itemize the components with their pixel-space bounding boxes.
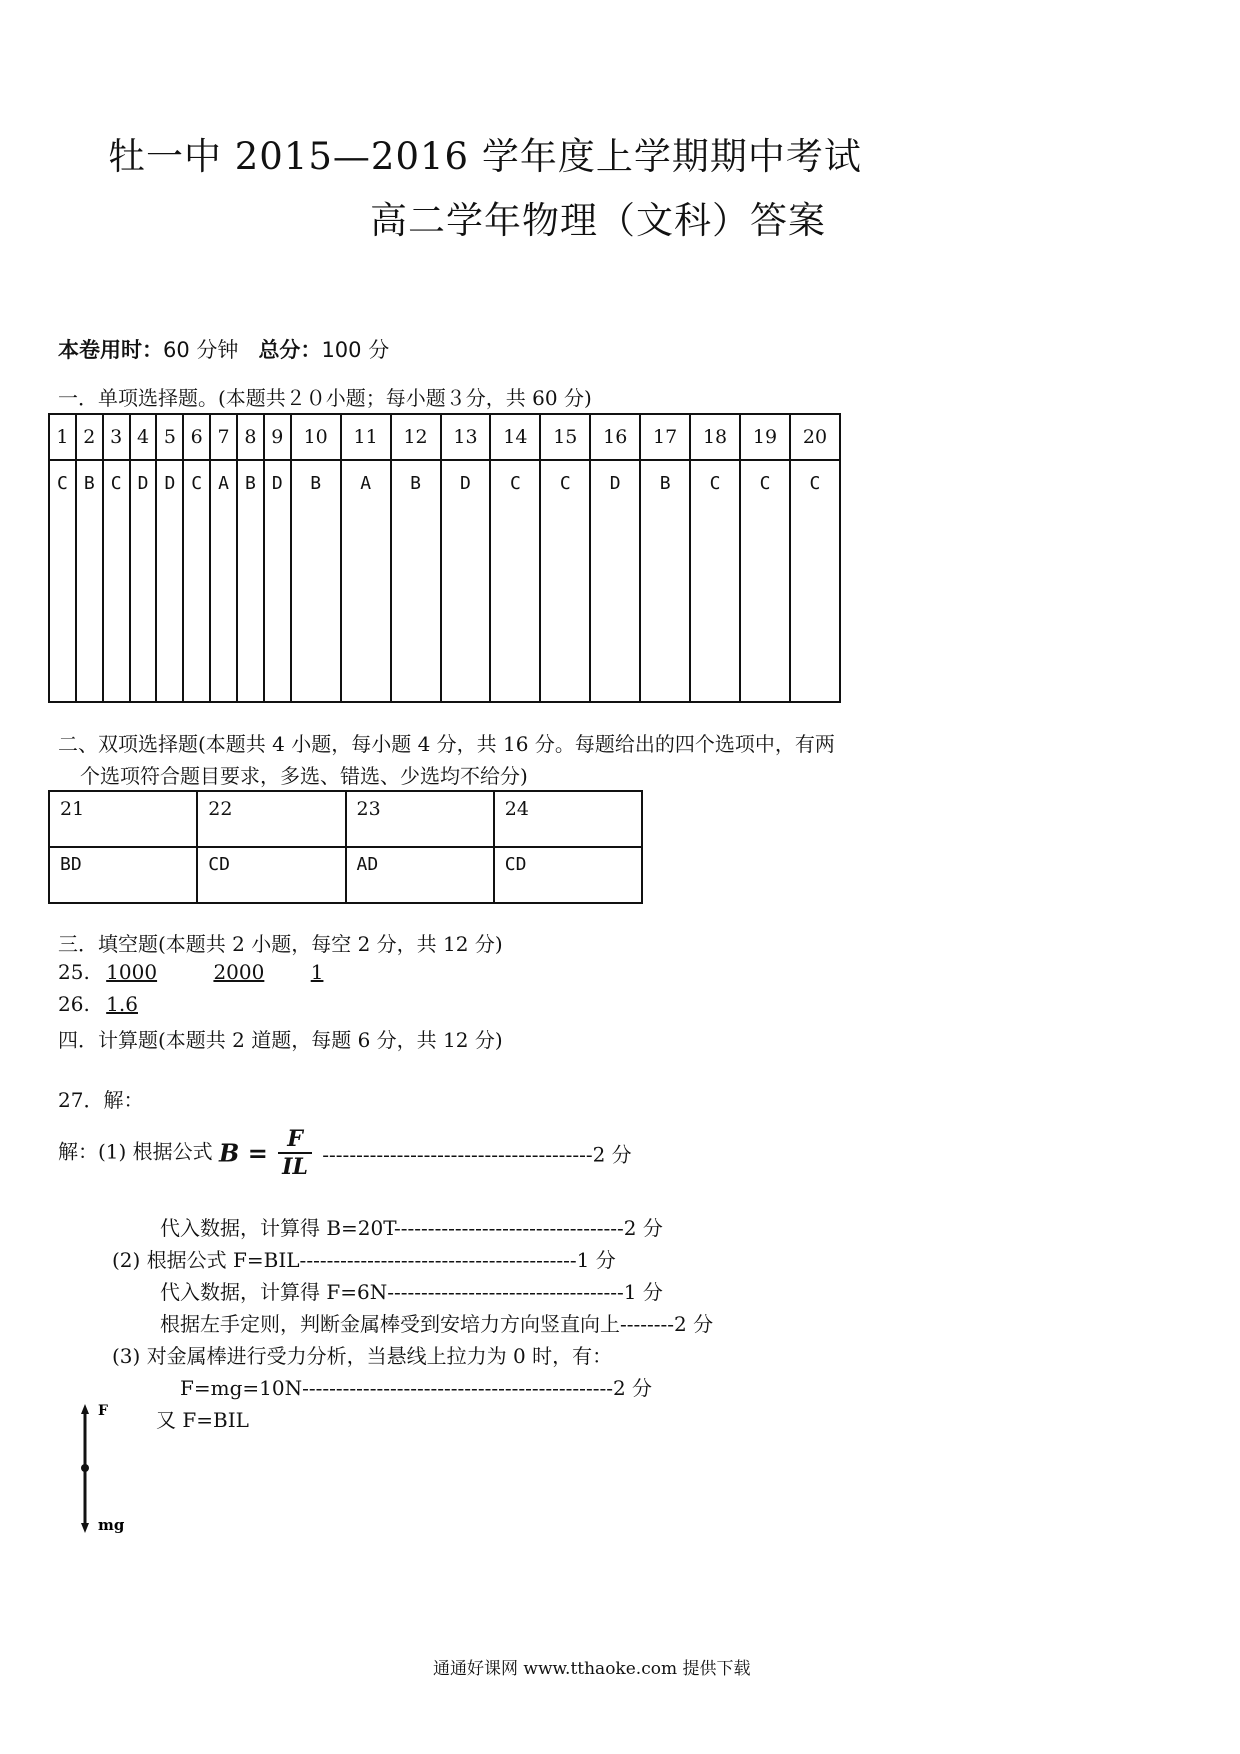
q25-answer-2: 2000 bbox=[213, 960, 265, 984]
table-cell: B bbox=[391, 460, 441, 702]
solution-step-7: F=mg=10N----------------------------------------------2 分 bbox=[180, 1376, 653, 1400]
table-cell: C bbox=[740, 460, 790, 702]
section1-heading: 一．单项选择题。(本题共２０小题；每小题３分，共 60 分) bbox=[58, 386, 592, 410]
table-cell: 18 bbox=[690, 414, 740, 460]
table-cell: 23 bbox=[346, 791, 494, 847]
table-cell: 3 bbox=[103, 414, 130, 460]
table-cell: D bbox=[441, 460, 491, 702]
force-f-label: F bbox=[98, 1403, 108, 1419]
solution-step-1 bbox=[58, 1126, 632, 1180]
table-cell: 4 bbox=[130, 414, 157, 460]
table-cell: C bbox=[490, 460, 540, 702]
table-cell: 22 bbox=[197, 791, 345, 847]
table-cell: 24 bbox=[494, 791, 642, 847]
q26-answer: 1.6 bbox=[106, 992, 138, 1016]
footer-text: 通通好课网 www.tthaoke.com 提供下载 bbox=[433, 1659, 751, 1679]
table-cell: B bbox=[640, 460, 690, 702]
solution-step-4: 代入数据，计算得 F=6N-----------------------------------1 分 bbox=[160, 1280, 663, 1304]
formula-numerator: F bbox=[278, 1126, 312, 1154]
table-cell: 7 bbox=[210, 414, 237, 460]
table-cell: 12 bbox=[391, 414, 441, 460]
table-cell: B bbox=[76, 460, 103, 702]
table-cell: 21 bbox=[49, 791, 197, 847]
section2-heading-line1: 二、双项选择题(本题共 4 小题，每小题 4 分，共 16 分。每题给出的四个选项中，有两 bbox=[58, 732, 835, 756]
section2-answer-table bbox=[48, 790, 643, 904]
table-cell: CD bbox=[494, 847, 642, 903]
solution-step-5: 根据左手定则，判断金属棒受到安培力方向竖直向上--------2 分 bbox=[160, 1312, 714, 1336]
up-arrow-icon bbox=[81, 1404, 89, 1414]
total-label: 总分： bbox=[258, 338, 322, 362]
table-cell: C bbox=[790, 460, 840, 702]
table-cell: 14 bbox=[490, 414, 540, 460]
q25-line bbox=[58, 960, 323, 984]
q25-answer-1: 1000 bbox=[106, 960, 158, 984]
time-value: 60 分钟 bbox=[163, 338, 239, 362]
table-header-row bbox=[49, 791, 642, 847]
table-header-row bbox=[49, 414, 840, 460]
formula-lhs: B = bbox=[219, 1138, 268, 1168]
time-label: 本卷用时： bbox=[58, 338, 163, 362]
title-line-1: 牡一中 2015—2016 学年度上学期期中考试 bbox=[108, 135, 862, 178]
table-cell: C bbox=[49, 460, 76, 702]
table-cell: 11 bbox=[341, 414, 391, 460]
solution-step-8: 又 F=BIL bbox=[156, 1408, 249, 1432]
section3-heading: 三．填空题(本题共 2 小题，每空 2 分，共 12 分) bbox=[58, 932, 503, 956]
table-cell: 10 bbox=[291, 414, 341, 460]
table-cell: 8 bbox=[237, 414, 264, 460]
table-cell: A bbox=[341, 460, 391, 702]
q25-answer-3: 1 bbox=[310, 960, 324, 984]
solution-intro: 解：(1) 根据公式 bbox=[58, 1139, 213, 1164]
table-cell: C bbox=[690, 460, 740, 702]
solution-step-3: (2) 根据公式 F=BIL-----------------------------------------1 分 bbox=[112, 1248, 616, 1272]
solution-step-6: (3) 对金属棒进行受力分析，当悬线上拉力为 0 时，有： bbox=[112, 1344, 613, 1368]
exam-meta bbox=[58, 334, 389, 364]
center-dot bbox=[81, 1464, 89, 1472]
section2-heading-line2: 个选项符合题目要求，多选、错选、少选均不给分) bbox=[80, 764, 528, 788]
table-cell: 9 bbox=[264, 414, 291, 460]
table-cell: 16 bbox=[590, 414, 640, 460]
table-cell: 13 bbox=[441, 414, 491, 460]
formula-fraction bbox=[278, 1126, 312, 1180]
q27-label: 27．解： bbox=[58, 1088, 144, 1112]
table-cell: D bbox=[130, 460, 157, 702]
total-value: 100 分 bbox=[321, 338, 390, 362]
table-cell: BD bbox=[49, 847, 197, 903]
q26-label: 26. bbox=[58, 992, 90, 1016]
table-cell: B bbox=[291, 460, 341, 702]
table-cell: C bbox=[540, 460, 590, 702]
table-cell: 2 bbox=[76, 414, 103, 460]
table-cell: 6 bbox=[183, 414, 210, 460]
table-cell: D bbox=[264, 460, 291, 702]
down-arrow-icon bbox=[81, 1523, 89, 1533]
title-line-2: 高二学年物理（文科）答案 bbox=[370, 199, 826, 242]
table-cell: 19 bbox=[740, 414, 790, 460]
section1-answer-table bbox=[48, 413, 841, 703]
force-diagram bbox=[70, 1400, 140, 1540]
q26-line bbox=[58, 992, 138, 1016]
table-cell: 5 bbox=[156, 414, 183, 460]
table-cell: C bbox=[183, 460, 210, 702]
table-answer-row bbox=[49, 460, 840, 702]
formula-denominator: IL bbox=[282, 1154, 308, 1180]
table-cell: D bbox=[156, 460, 183, 702]
table-answer-row bbox=[49, 847, 642, 903]
table-cell: CD bbox=[197, 847, 345, 903]
table-cell: 1 bbox=[49, 414, 76, 460]
step-1-score: ----------------------------------------2 分 bbox=[322, 1142, 632, 1167]
table-cell: AD bbox=[346, 847, 494, 903]
section4-heading: 四．计算题(本题共 2 道题，每题 6 分，共 12 分) bbox=[58, 1028, 503, 1052]
table-cell: D bbox=[590, 460, 640, 702]
force-mg-label: mg bbox=[98, 1516, 125, 1534]
table-cell: 15 bbox=[540, 414, 590, 460]
table-cell: B bbox=[237, 460, 264, 702]
table-cell: C bbox=[103, 460, 130, 702]
table-cell: A bbox=[210, 460, 237, 702]
solution-step-2: 代入数据，计算得 B=20T----------------------------------2 分 bbox=[160, 1216, 663, 1240]
table-cell: 20 bbox=[790, 414, 840, 460]
table-cell: 17 bbox=[640, 414, 690, 460]
q25-label: 25. bbox=[58, 960, 90, 984]
